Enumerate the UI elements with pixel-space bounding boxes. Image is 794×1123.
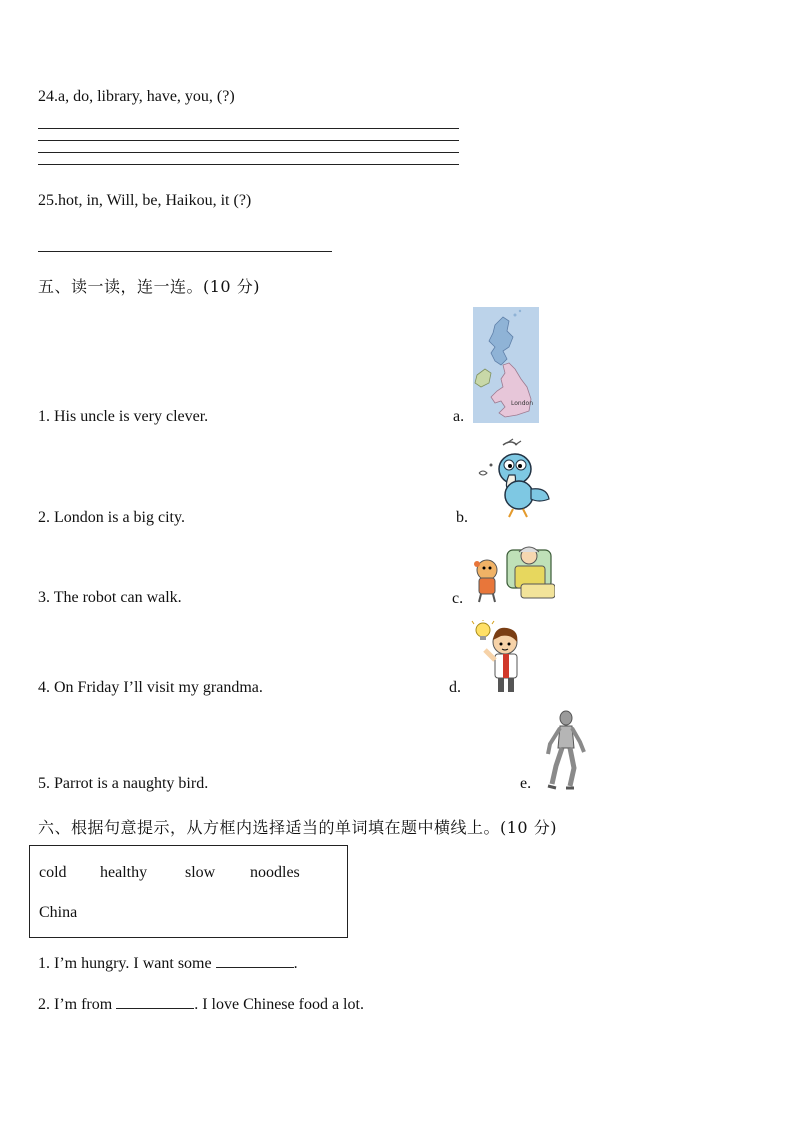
match-letter-e: e. — [520, 775, 532, 792]
word-bank-item: cold — [39, 864, 67, 881]
section-6-heading: 六、根据句意提示，从方框内选择适当的单词填在题中横线上。(10 分) — [38, 818, 557, 837]
uk-map-picture — [473, 307, 539, 423]
question-25-text: 25.hot, in, Will, be, Haikou, it (?) — [38, 192, 252, 209]
map-label-london: London — [511, 400, 533, 407]
word-bank-item: China — [39, 904, 78, 921]
answer-line — [38, 140, 459, 141]
match-sentence-1: 1. His uncle is very clever. — [38, 408, 209, 425]
fill-blank-2[interactable] — [116, 994, 194, 1009]
match-sentence-4: 4. On Friday I’ll visit my grandma. — [38, 679, 263, 696]
parrot-picture — [473, 437, 553, 519]
grandma-bed-picture — [473, 540, 555, 604]
fill-question-2 — [38, 994, 364, 1014]
clever-boy-picture — [471, 620, 529, 696]
match-sentence-2: 2. London is a big city. — [38, 509, 185, 526]
answer-line — [38, 152, 459, 153]
word-bank-item: healthy — [100, 864, 148, 881]
question-24-text: 24.a, do, library, have, you, (?) — [38, 88, 235, 105]
answer-line — [38, 128, 459, 129]
word-bank-item: noodles — [250, 864, 300, 881]
fill-blank-1[interactable] — [216, 953, 294, 968]
word-bank-item: slow — [185, 864, 216, 881]
match-letter-a: a. — [453, 408, 465, 425]
fill-question-1-end: . — [293, 955, 298, 972]
fill-question-1 — [38, 953, 298, 973]
match-sentence-3: 3. The robot can walk. — [38, 589, 182, 606]
match-letter-c: c. — [452, 590, 464, 607]
match-letter-b: b. — [456, 509, 468, 526]
fill-question-1-text: 1. I’m hungry. I want some — [38, 955, 216, 972]
match-sentence-5: 5. Parrot is a naughty bird. — [38, 775, 209, 792]
answer-line — [38, 164, 459, 165]
word-bank-box — [29, 845, 348, 938]
fill-question-2-end: . I love Chinese food a lot. — [194, 996, 364, 1013]
section-5-heading: 五、读一读，连一连。(10 分) — [38, 277, 260, 296]
match-letter-d: d. — [449, 679, 461, 696]
answer-line — [38, 251, 332, 252]
walking-robot-picture — [540, 710, 590, 792]
fill-question-2-text: 2. I’m from — [38, 996, 117, 1013]
